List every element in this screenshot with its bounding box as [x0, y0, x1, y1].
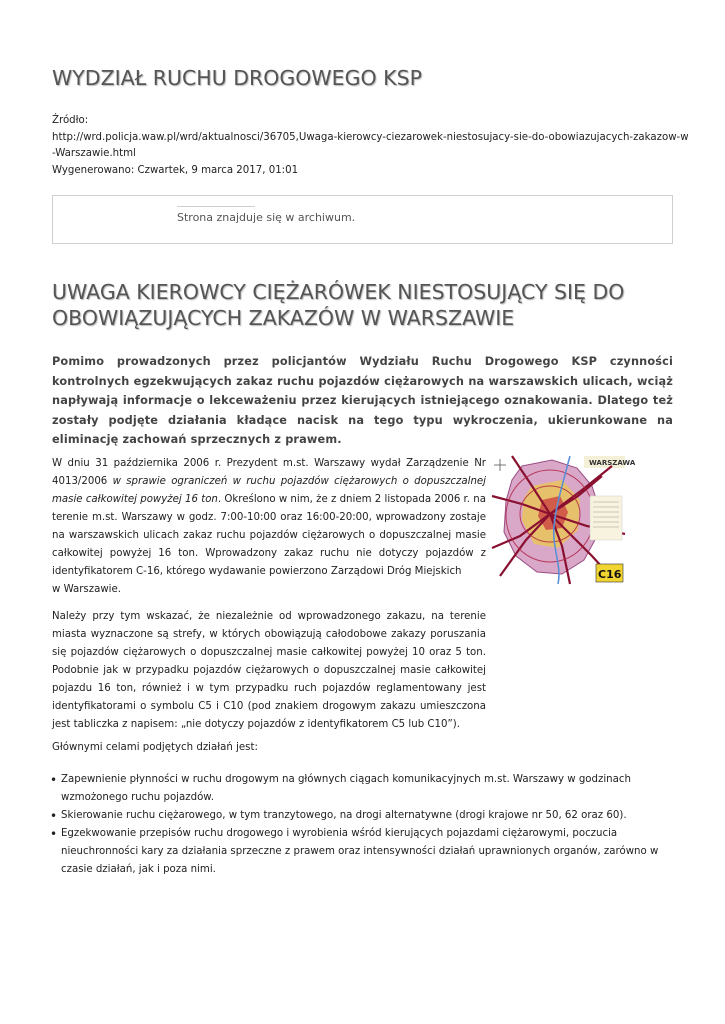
article-paragraph-2: Należy przy tym wskazać, że niezależnie od wprowadzonego zakazu, na terenie miasta wyznaczone są strefy, w których obowiązują całodobowe zakazy poruszania się pojazdów ciężarowych o dopuszczalnej masie całkowitej powyżej 10 oraz 5 ton. Podobnie jak w przypadku pojazdów ciężarowych o dopuszczalnej masie całkowitej pojazdu 16 ton, również i w tym przypadku ruch pojazdów reglamentowany jest identyfikatorami o symbolu C5 i C10 (pod znakiem drogowym zakazu umieszczona jest tabliczka z napisem: „nie dotyczy pojazdów z identyfikatorem C5 lub C10”).: [52, 611, 486, 730]
source-url-line-1[interactable]: http://wrd.policja.waw.pl/wrd/aktualnosci/36705,Uwaga-kierowcy-ciezarowek-niestosujacy-sie-do-obowiazujacych-zakazow-w: [52, 131, 689, 143]
goals-list: [52, 771, 673, 879]
article-lead: Pomimo prowadzonych przez policjantów Wydziału Ruchu Drogowego KSP czynności kontrolnych egzekwujących zakaz ruchu pojazdów ciężarowych na warszawskich ulicach, wciąż napływają informacje o lekceważeniu przez kierujących istniejącego oznakowania. Dlatego też zostały podjęte działania kładące nacisk na tego typu wykroczenia, ukierunkowane na eliminację zachowań sprzecznych z prawem.: [52, 355, 673, 446]
source-label: Źródło:: [52, 115, 89, 126]
warsaw-truck-ban-map: [492, 456, 636, 584]
archive-notice: Strona znajduje się w archiwum.: [177, 211, 356, 224]
article-title-line-2: OBOWIĄZUJĄCYCH ZAKAZÓW W WARSZAWIE: [52, 306, 515, 330]
archive-divider: [177, 206, 255, 207]
archive-notice-box: [52, 195, 673, 244]
map-label: WARSZAWA: [589, 459, 636, 467]
p1-text-1: W dniu 31 października 2006 r. Prezydent m.st. Warszawy wydał Zarządzenie Nr 4013/2006: [52, 458, 486, 487]
source-url-line-2[interactable]: -Warszawie.html: [52, 148, 136, 159]
article-title-line-1: UWAGA KIEROWCY CIĘŻARÓWEK NIESTOSUJĄCY SIĘ DO: [52, 280, 625, 304]
p1-text-2: . Określono w nim, że z dniem 2 listopada 2006 r. na terenie m.st. Warszawy w godz. 7:00-10:00 oraz 16:00-20:00, wprowadzony zostaje na warszawskich ulicach zakaz ruchu pojazdów ciężarowych o dopuszczalnej masie całkowitej powyżej 16 ton. Wprowadzony zakaz ruchu nie dotyczy pojazdów z identyfikatorem C-16, którego wydawanie powierzono Zarządowi Dróg Miejskich: [52, 494, 486, 577]
source-meta: [52, 113, 689, 179]
list-item: • Egzekwowanie przepisów ruchu drogowego i wyrobienia wśród kierujących pojazdami ciężarowymi, poczucia nieuchronności kary za działania sprzeczne z prawem oraz intensywności działań uprawnionych organów, zarówno w czasie działań, jak i poza nimi.: [52, 825, 673, 879]
list-item: • Skierowanie ruchu ciężarowego, w tym tranzytowego, na drogi alternatywne (drogi krajowe nr 50, 62 oraz 60).: [52, 807, 673, 825]
p1-text-3: w Warszawie.: [52, 584, 121, 595]
p1-italic: w sprawie ograniczeń w ruchu pojazdów ciężarowych o dopuszczalnej masie całkowitej powyżej 16 ton: [52, 476, 487, 505]
article-paragraph-3: Głównymi celami podjętych działań jest:: [52, 742, 258, 753]
article-paragraph-1: [52, 455, 486, 599]
c16-badge: C16: [598, 568, 622, 581]
article-title: [52, 279, 673, 331]
generated-date: Wygenerowano: Czwartek, 9 marca 2017, 01:01: [52, 164, 299, 176]
site-title: WYDZIAŁ RUCHU DROGOWEGO KSP: [52, 66, 422, 90]
list-item: • Zapewnienie płynności w ruchu drogowym na głównych ciągach komunikacyjnych m.st. Warszawy w godzinach wzmożonego ruchu pojazdów.: [52, 771, 673, 807]
